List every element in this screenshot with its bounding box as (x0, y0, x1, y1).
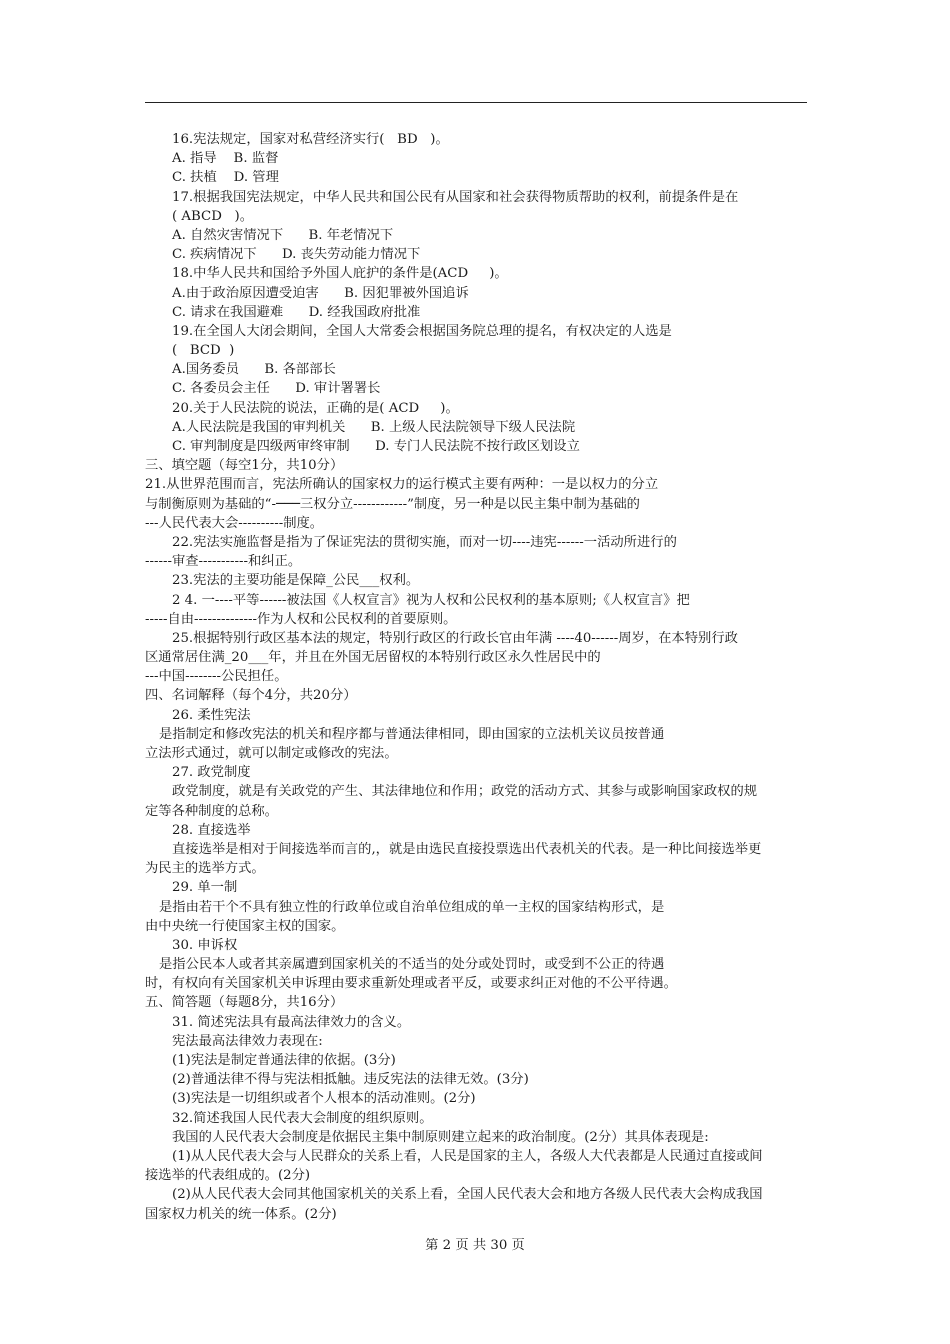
text-line: 四、名词解释（每个4分，共20分） (145, 688, 357, 704)
text-line: 政党制度，就是有关政党的产生、其法律地位和作用；政党的活动方式、其参与或影响国家政权的规 (172, 784, 758, 800)
text-line: C. 请求在我国避难 D. 经我国政府批准 (172, 304, 421, 320)
text-line: 29. 单一制 (172, 880, 238, 896)
text-line: 为民主的选举方式。 (145, 861, 265, 877)
page-footer: 第 2 页 共 30 页 (425, 1238, 525, 1253)
text-line: (2)普通法律不得与宪法相抵触。违反宪法的法律无效。(3分) (172, 1072, 529, 1088)
text-line: 我国的人民代表大会制度是依据民主集中制原则建立起来的政治制度。(2分）其具体表现是: (172, 1129, 709, 1145)
text-line: 28. 直接选举 (172, 822, 251, 838)
text-line: 由中央统一行使国家主权的国家。 (145, 918, 345, 934)
text-line: ( BCD ) (172, 343, 235, 359)
text-line: 22.宪法实施监督是指为了保证宪法的贯彻实施，而对一切----违宪------一活动所进行的 (172, 534, 677, 550)
text-line: C. 各委员会主任 D. 审计署署长 (172, 381, 381, 397)
text-line: A.国务委员 B. 各部部长 (172, 362, 336, 378)
text-line: 32.简述我国人民代表大会制度的组织原则。 (172, 1110, 433, 1126)
text-line: 30. 申诉权 (172, 937, 238, 953)
text-line: 27. 政党制度 (172, 765, 251, 781)
text-line: A. 自然灾害情况下 B. 年老情况下 (172, 227, 394, 243)
header-rule (145, 102, 807, 103)
text-line: 立法形式通过，就可以制定或修改的宪法。 (145, 746, 398, 761)
text-line: 17.根据我国宪法规定，中华人民共和国公民有从国家和社会获得物质帮助的权利，前提条件是在 (172, 189, 739, 205)
text-line: 是指公民本人或者其亲属遭到国家机关的不适当的处分或处罚时，或受到不公正的待遇 (159, 957, 665, 973)
text-line: C. 审判制度是四级两审终审制 D. 专门人民法院不按行政区划设立 (172, 439, 580, 454)
text-line: 31. 简述宪法具有最高法律效力的含义。 (172, 1014, 411, 1030)
text-line: 直接选举是相对于间接选举而言的,，就是由选民直接投票选出代表机关的代表。是一种比间接选举更 (172, 841, 762, 857)
text-line: 26. 柔性宪法 (172, 707, 251, 723)
text-line: -----自由--------------作为人权和公民权利的首要原则。 (145, 611, 457, 627)
text-line: 是指制定和修改宪法的机关和程序都与普通法律相同，即由国家的立法机关议员按普通 (159, 726, 665, 742)
text-line: 五、简答题（每题8分，共16分） (145, 995, 344, 1011)
text-line: ---中国--------公民担任。 (145, 669, 288, 685)
text-line: A. 指导 B. 监督 (172, 151, 279, 167)
text-line: 三、填空题（每空1分，共10分） (145, 458, 344, 474)
text-line: ---人民代表大会----------制度。 (145, 515, 324, 531)
text-line: 国家权力机关的统一体系。(2分) (145, 1206, 337, 1222)
text-line: (1)从人民代表大会与人民群众的关系上看，人民是国家的主人，各级人大代表都是人民通过直接或间 (172, 1148, 763, 1164)
text-line: 区通常居住满_20___年，并且在外国无居留权的本特别行政区永久性居民中的 (145, 650, 601, 666)
text-line: 时，有权向有关国家机关申诉理由要求重新处理或者平反，或要求纠正对他的不公平待遇。 (145, 976, 677, 992)
text-line: 21.从世界范围而言，宪法所确认的国家权力的运行模式主要有两种：一是以权力的分立 (145, 477, 659, 493)
text-line: A.人民法院是我国的审判机关 B. 上级人民法院领导下级人民法院 (172, 419, 576, 435)
text-line: ( ABCD )。 (172, 208, 254, 224)
text-line: 19.在全国人大闭会期间，全国人大常委会根据国务院总理的提名，有权决定的人选是 (172, 323, 672, 339)
text-line: 定等各种制度的总称。 (145, 803, 278, 819)
page-body (145, 130, 807, 1224)
text-line: 20.关于人民法院的说法，正确的是( ACD )。 (172, 400, 459, 416)
text-line: 接选举的代表组成的。(2分) (145, 1168, 311, 1184)
text-line: 是指由若干个不具有独立性的行政单位或自治单位组成的单一主权的国家结构形式，是 (159, 899, 665, 915)
text-line: C. 扶植 D. 管理 (172, 170, 279, 186)
text-line: 宪法最高法律效力表现在: (172, 1033, 323, 1049)
text-line: (3)宪法是一切组织或者个人根本的活动准则。(2分) (172, 1091, 476, 1107)
text-line: C. 疾病情况下 D. 丧失劳动能力情况下 (172, 247, 421, 263)
text-line: ------审查-----------和纠正。 (145, 554, 302, 570)
text-line: 2 4. 一----平等------被法国《人权宣言》视为人权和公民权利的基本原则;《人权宣言》把 (172, 592, 690, 608)
text-line: 18.中华人民共和国给予外国人庇护的条件是(ACD )。 (172, 266, 508, 282)
text-line: 与制衡原则为基础的“-───三权分立------------”制度，另一种是以民主集中制为基础的 (145, 496, 640, 512)
text-line: 16.宪法规定，国家对私营经济实行( BD )。 (172, 132, 449, 147)
text-line: (1)宪法是制定普通法律的依据。(3分) (172, 1053, 396, 1068)
text-line: (2)从人民代表大会同其他国家机关的关系上看，全国人民代表大会和地方各级人民代表大会构成我国 (172, 1187, 763, 1203)
text-line: 23.宪法的主要功能是保障_公民___权利。 (172, 573, 420, 589)
text-line: 25.根据特别行政区基本法的规定，特别行政区的行政长官由年满 ----40------周岁，在本特别行政 (172, 630, 738, 646)
text-line: A.由于政治原因遭受迫害 B. 因犯罪被外国追诉 (172, 285, 469, 301)
